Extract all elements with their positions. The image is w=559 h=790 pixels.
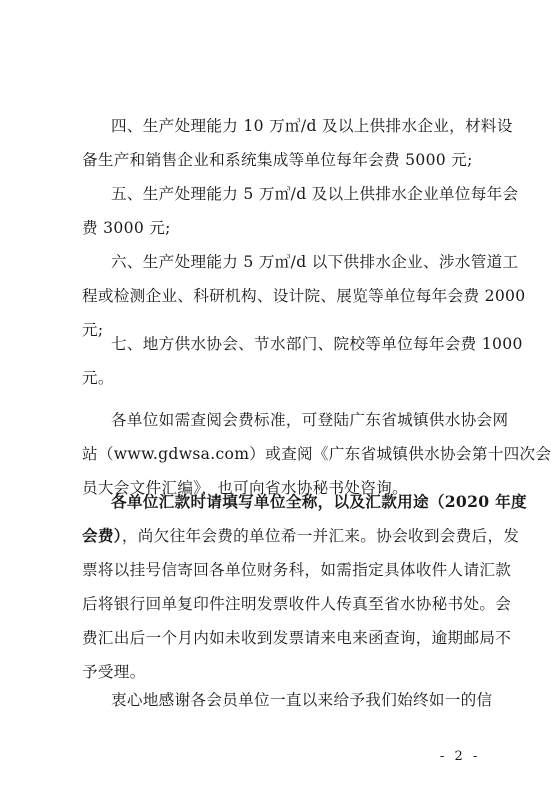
text-line: 元。	[82, 369, 114, 387]
bold-text: 会费）	[82, 526, 122, 545]
text-line: 予受理。	[82, 663, 146, 681]
text: ，尚欠往年会费的单位希一并汇来。协会收到会费后，发	[121, 527, 520, 545]
fee-item-4	[82, 109, 513, 177]
text-line: 七、地方供水协会、节水部门、院校等单位每年会费 1000	[111, 335, 523, 353]
thanks-paragraph	[82, 683, 493, 717]
text-line: 衷心地感谢各会员单位一直以来给予我们始终如一的信	[111, 691, 493, 709]
fee-item-5	[82, 177, 519, 245]
text-line: 站（www.gdwsa.com）或查阅《广东省城镇供水协会第十四次会	[82, 445, 552, 463]
text-line	[82, 519, 520, 553]
text-line: 员大会文件汇编》，也可向省水协秘书处咨询。	[82, 479, 408, 497]
fee-item-7	[82, 327, 523, 395]
payment-paragraph	[82, 485, 527, 689]
text-line: 各单位如需查阅会费标准，可登陆广东省城镇供水协会网	[111, 411, 509, 429]
text-line: 元;	[82, 321, 104, 339]
text-line: 四、生产处理能力 10 万㎥/d 及以上供排水企业，材料设	[111, 117, 513, 135]
page-number: - 2 -	[440, 749, 481, 764]
text-line: 备生产和销售企业和系统集成等单位每年会费 5000 元;	[82, 151, 473, 169]
text-line: 六、生产处理能力 5 万㎥/d 以下供排水企业、涉水管道工	[111, 253, 519, 271]
bold-text-line: 各单位汇款时请填写单位全称，以及汇款用途（2020 年度	[111, 492, 527, 511]
text-line: 后将银行回单复印件注明发票收件人传真至省水协秘书处。会	[82, 595, 512, 613]
text-line: 费 3000 元;	[82, 219, 171, 237]
text-line: 票将以挂号信寄回各单位财务科，如需指定具体收件人请汇款	[82, 561, 512, 579]
text-line: 程或检测企业、科研机构、设计院、展览等单位每年会费 2000	[82, 287, 526, 305]
text-line: 费汇出后一个月内如未收到发票请来电来函查询，逾期邮局不	[82, 629, 512, 647]
text-line: 五、生产处理能力 5 万㎥/d 及以上供排水企业单位每年会	[111, 185, 519, 203]
